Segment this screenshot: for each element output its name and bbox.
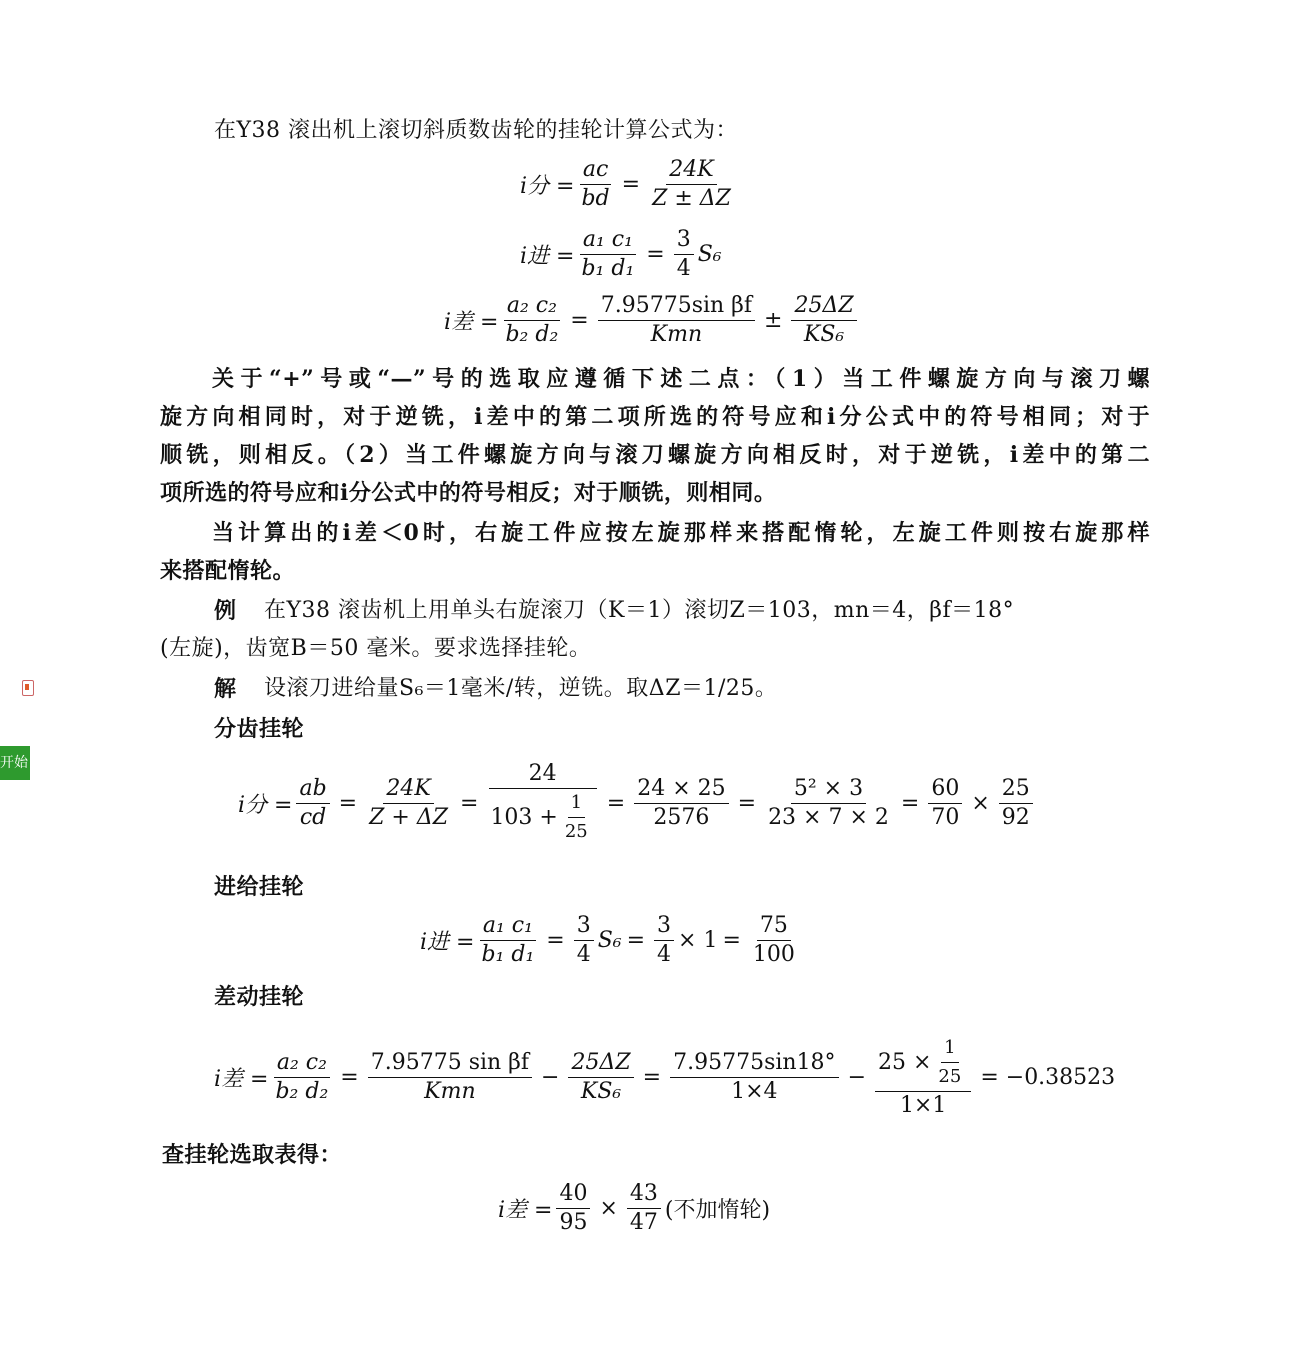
solution-label: 解 xyxy=(214,676,237,702)
start-tab-button[interactable]: 开始 xyxy=(0,746,30,780)
formula-lhs: i分 = xyxy=(520,174,575,199)
para1-line: 顺铣，则相反。（2）当工件螺旋方向与滚刀螺旋方向相反时，对于逆铣，i差中的第二 xyxy=(160,442,1150,468)
equation-diff-gear: i差 = $\frac{\text{a₂ c₂}}{\text{b₂ d₂}}$ = $\frac{\text{7.95775 sin βf}}{\text{Kmn}}$ − $\frac{25\Delta Z}{\text{KS₆}}$ = $\frac{7.95775\sin 18^\circ}{1\times 4}$ − 25 × $\frac{1}{25}$ 1×1 = −0.38523 xyxy=(214,1037,1116,1118)
formula-i-diff: i差 = $\frac{\text{a₂ c₂}}{\text{b₂ d₂}}$ = $\frac{\text{7.95775sin βf}}{\text{Kmn}}$ ± $\frac{25\Delta Z}{\text{KS₆}}$ xyxy=(444,294,861,347)
example-line: 在Y38 滚齿机上用单头右旋滚刀（K＝1）滚切Z＝103，mn＝4，βf＝18° xyxy=(264,598,1015,623)
intro-text: 在Y38 滚出机上滚切斜质数齿轮的挂轮计算公式为： xyxy=(214,118,739,143)
table-lookup-text: 查挂轮选取表得： xyxy=(162,1142,343,1168)
formula-i-div: i分 = $\frac{ac}{bd}$ = $\frac{24K}{Z \pm \Delta Z}$ xyxy=(520,157,731,211)
equation-div-gear: i分 = $\frac{ab}{cd}$ = $\frac{24K}{Z + \Delta Z}$ = 24 103 + $\frac{1}{25}$ = $\frac{24 \times 25}{2576}$ = $\frac{\text{5² × 3}}{23 \times 7 \times 2}$ = $\frac{60}{70}$ × $\frac{25}{92}$ xyxy=(238,762,1037,844)
para1-line: 关于“+”号或“—”号的选取应遵循下述二点：（1）当工件螺旋方向与滚刀螺 xyxy=(212,366,1150,392)
heading-feed-gear: 进给挂轮 xyxy=(214,874,305,900)
heading-diff-gear: 差动挂轮 xyxy=(214,984,305,1010)
example-label: 例 xyxy=(214,598,237,624)
para1-line: 项所选的符号应和i分公式中的符号相反；对于顺铣，则相同。 xyxy=(160,480,777,506)
para2-line: 当计算出的i差＜0时，右旋工件应按左旋那样来搭配惰轮，左旋工件则按右旋那样 xyxy=(212,520,1150,546)
equation-feed-gear: i进 = $\frac{\text{a₁ c₁}}{\text{b₁ d₁}}$ = $\frac{3}{4}$ S₆ = $\frac{3}{4}$ × 1 = $\frac{75}{100}$ xyxy=(420,913,795,967)
formula-i-feed: i进 = $\frac{\text{a₁ c₁}}{\text{b₁ d₁}}$ = $\frac{3}{4}$ S₆ xyxy=(520,227,722,281)
equation-final: i差 = $\frac{40}{95}$ × $\frac{43}{47}$ (不加惰轮) xyxy=(498,1181,771,1235)
solution-text: 设滚刀进给量S₆＝1毫米/转，逆铣。取ΔZ＝1/25。 xyxy=(264,676,778,701)
para1-line: 旋方向相同时，对于逆铣，i差中的第二项所选的符号应和i分公式中的符号相同；对于 xyxy=(160,404,1150,430)
heading-div-gear: 分齿挂轮 xyxy=(214,716,305,742)
example-line: (左旋)，齿宽B＝50 毫米。要求选择挂轮。 xyxy=(160,636,592,661)
document-icon[interactable] xyxy=(22,680,34,696)
para2-line: 来搭配惰轮。 xyxy=(160,558,296,584)
